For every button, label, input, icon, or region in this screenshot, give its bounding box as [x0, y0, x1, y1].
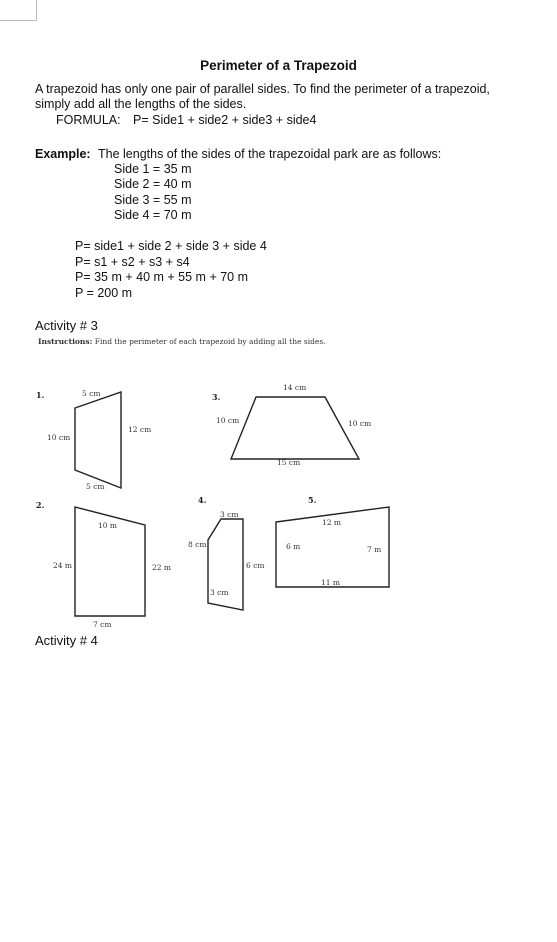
figure-4-label-right: 6 cm — [246, 561, 265, 570]
figure-4-label-bottom: 3 cm — [210, 588, 229, 597]
figure-2-label-right: 22 m — [152, 563, 172, 572]
example-step-1: P= side1 + side 2 + side 3 + side 4 — [75, 239, 267, 253]
figure-3-label-left: 10 cm — [216, 416, 240, 425]
formula-text: P= Side1 + side2 + side3 + side4 — [133, 113, 317, 127]
figure-5-number: 5. — [308, 495, 317, 505]
activity-4-title: Activity # 4 — [35, 633, 98, 648]
figure-5-label-right: 7 m — [367, 545, 382, 554]
figure-1-label-bottom: 5 cm — [86, 482, 105, 491]
page-title: Perimeter of a Trapezoid — [200, 58, 357, 73]
figure-1-label-left: 10 cm — [47, 433, 71, 442]
intro-line-2: simply add all the lengths of the sides. — [35, 97, 247, 111]
example-step-2: P= s1 + s2 + s3 + s4 — [75, 255, 190, 269]
trapezoid-1-shape — [75, 392, 121, 488]
instructions-text: Find the perimeter of each trapezoid by adding all the sides. — [94, 337, 326, 346]
example-text: The lengths of the sides of the trapezoidal park are as follows: — [98, 147, 442, 161]
instructions-label: Instructions: — [38, 337, 93, 346]
figure-2-label-bottom: 7 cm — [93, 620, 112, 629]
figure-5-label-top: 12 m — [322, 518, 342, 527]
figure-3-label-right: 10 cm — [348, 419, 372, 428]
figure-1-number: 1. — [36, 390, 45, 400]
figure-3-label-top: 14 cm — [283, 383, 307, 392]
figure-5-label-bottom: 11 m — [321, 578, 341, 587]
example-label: Example: — [35, 147, 91, 161]
example-step-3: P= 35 m + 40 m + 55 m + 70 m — [75, 270, 249, 284]
formula-label: FORMULA: — [56, 113, 121, 127]
figure-4-number: 4. — [198, 495, 207, 505]
figure-4-label-top: 3 cm — [220, 510, 239, 519]
figure-5-label-left: 6 m — [286, 542, 301, 551]
figure-2-label-top: 10 m — [98, 521, 118, 530]
example-side-1: Side 1 = 35 m — [114, 162, 192, 176]
figure-1-label-right: 12 cm — [128, 425, 152, 434]
trapezoid-3-shape — [231, 397, 359, 459]
intro-line-1: A trapezoid has only one pair of parallel sides. To find the perimeter of a trapezoid, — [35, 82, 490, 96]
figure-2-label-left: 24 m — [53, 561, 73, 570]
figure-1-label-top: 5 cm — [82, 389, 101, 398]
activity-3-title: Activity # 3 — [35, 318, 98, 333]
figure-4-label-left: 8 cm — [188, 540, 207, 549]
example-step-4: P = 200 m — [75, 286, 133, 300]
figure-3-number: 3. — [212, 392, 221, 402]
example-side-4: Side 4 = 70 m — [114, 208, 192, 222]
example-side-3: Side 3 = 55 m — [114, 193, 192, 207]
figure-2-number: 2. — [36, 500, 45, 510]
figure-3-label-bottom: 15 cm — [277, 458, 301, 467]
example-side-2: Side 2 = 40 m — [114, 177, 192, 191]
